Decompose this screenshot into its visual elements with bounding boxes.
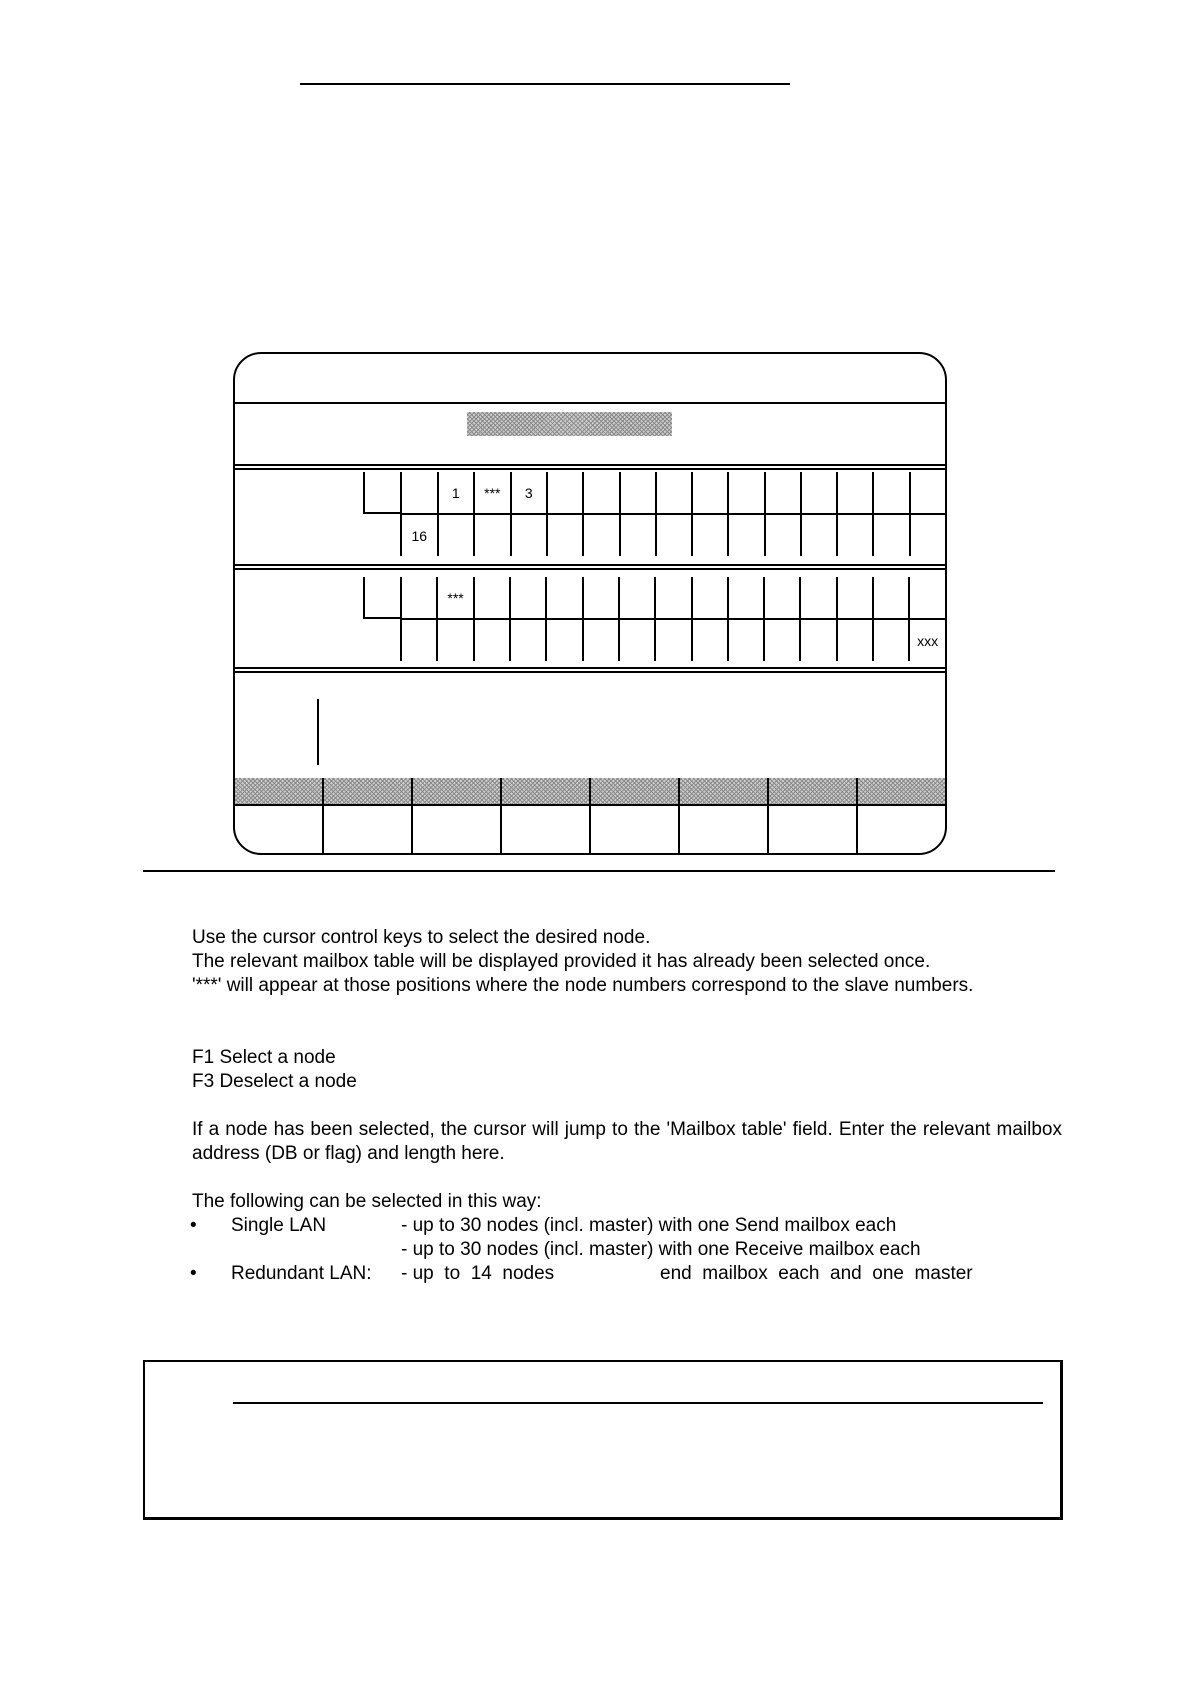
grid-cell[interactable] bbox=[837, 514, 873, 556]
grid-cell[interactable] bbox=[547, 472, 583, 514]
grid-cell[interactable]: *** bbox=[474, 472, 511, 514]
grid-cell[interactable] bbox=[765, 514, 801, 556]
note-rule bbox=[233, 1402, 1043, 1404]
grid-cell[interactable] bbox=[910, 472, 945, 514]
grid-cell[interactable]: 1 bbox=[438, 472, 474, 514]
text-line: The relevant mailbox table will be displayed provided it has already been selected once. bbox=[192, 951, 931, 972]
body-paragraph bbox=[192, 926, 1062, 998]
grid-cell[interactable] bbox=[837, 472, 873, 514]
function-key-label bbox=[858, 804, 945, 855]
grid-cell[interactable] bbox=[800, 577, 836, 619]
grid-cell[interactable] bbox=[619, 619, 655, 661]
bullet: • bbox=[190, 1215, 197, 1236]
input-field-highlight[interactable] bbox=[467, 412, 672, 436]
screen-divider bbox=[235, 667, 945, 673]
grid-cell[interactable] bbox=[728, 577, 764, 619]
table-row bbox=[401, 577, 945, 619]
function-key-bar bbox=[235, 778, 945, 855]
grid-cell[interactable]: 16 bbox=[401, 514, 438, 556]
node-grid bbox=[400, 472, 945, 556]
function-key-label bbox=[324, 804, 411, 855]
grid-cell[interactable] bbox=[619, 577, 655, 619]
grid-cell[interactable] bbox=[401, 619, 437, 661]
grid-cell[interactable]: 3 bbox=[511, 472, 547, 514]
grid-cell[interactable] bbox=[910, 514, 945, 556]
single-lan-receive: - up to 30 nodes (incl. master) with one Receive mailbox each bbox=[401, 1239, 921, 1260]
function-key[interactable] bbox=[500, 778, 589, 855]
function-key-label bbox=[591, 804, 678, 855]
function-key[interactable] bbox=[589, 778, 678, 855]
text-line: Use the cursor control keys to select the desired node. bbox=[192, 927, 651, 948]
text-line: '***' will appear at those positions where the node numbers correspond to the slave numbers. bbox=[192, 975, 974, 996]
grid-cell[interactable] bbox=[438, 514, 474, 556]
grid-cell[interactable] bbox=[656, 472, 692, 514]
grid-cell[interactable]: xxx bbox=[909, 619, 945, 661]
redundant-lan-mailbox: end mailbox each and one master bbox=[660, 1263, 973, 1284]
grid-cell[interactable] bbox=[546, 577, 582, 619]
grid-cell[interactable] bbox=[728, 472, 764, 514]
grid-cell[interactable] bbox=[909, 577, 945, 619]
grid-bracket bbox=[363, 472, 400, 514]
grid-cell[interactable] bbox=[873, 577, 909, 619]
screen-divider bbox=[235, 564, 945, 570]
grid-cell[interactable] bbox=[547, 514, 583, 556]
grid-cell[interactable] bbox=[583, 619, 619, 661]
grid-cell[interactable] bbox=[655, 619, 691, 661]
table-row bbox=[401, 472, 945, 514]
grid-cell[interactable] bbox=[583, 577, 619, 619]
screen-divider bbox=[235, 402, 945, 404]
grid-cell[interactable] bbox=[656, 514, 692, 556]
grid-cell[interactable] bbox=[401, 577, 437, 619]
grid-cell[interactable] bbox=[583, 514, 619, 556]
redundant-lan-label: Redundant LAN: bbox=[231, 1263, 372, 1284]
single-lan-label: Single LAN bbox=[231, 1215, 327, 1236]
function-key[interactable] bbox=[767, 778, 856, 855]
grid-cell[interactable] bbox=[765, 472, 801, 514]
f1-description: F1 Select a node bbox=[192, 1047, 336, 1068]
grid-cell[interactable] bbox=[728, 514, 764, 556]
grid-cell[interactable] bbox=[801, 472, 837, 514]
grid-cell[interactable] bbox=[837, 619, 873, 661]
grid-cell[interactable] bbox=[692, 472, 728, 514]
grid-cell[interactable] bbox=[692, 577, 728, 619]
function-key[interactable] bbox=[856, 778, 945, 855]
grid-cell[interactable] bbox=[546, 619, 582, 661]
function-key[interactable] bbox=[678, 778, 767, 855]
figure-rule bbox=[143, 870, 1055, 872]
function-key-label bbox=[413, 804, 500, 855]
grid-cell[interactable] bbox=[837, 577, 873, 619]
header-rule bbox=[300, 83, 790, 85]
grid-cell[interactable] bbox=[510, 619, 546, 661]
grid-cell[interactable] bbox=[620, 514, 656, 556]
function-key-list bbox=[192, 1046, 1062, 1094]
body-paragraph: The following can be selected in this way: bbox=[192, 1191, 542, 1212]
grid-cell[interactable]: *** bbox=[437, 577, 474, 619]
grid-cell[interactable] bbox=[873, 619, 909, 661]
table-row bbox=[401, 514, 945, 556]
grid-cell[interactable] bbox=[583, 472, 619, 514]
grid-cell[interactable] bbox=[764, 619, 800, 661]
table-row bbox=[401, 619, 945, 661]
redundant-lan-nodes: - up to 14 nodes bbox=[401, 1263, 555, 1284]
grid-cell[interactable] bbox=[800, 619, 836, 661]
message-area-divider bbox=[317, 699, 319, 765]
grid-cell[interactable] bbox=[873, 472, 909, 514]
grid-cell[interactable] bbox=[401, 472, 438, 514]
bullet: • bbox=[190, 1263, 197, 1284]
function-key-label bbox=[680, 804, 767, 855]
mailbox-grid bbox=[400, 577, 945, 661]
function-key[interactable] bbox=[322, 778, 411, 855]
function-key-label bbox=[235, 804, 322, 855]
f3-description: F3 Deselect a node bbox=[192, 1071, 357, 1092]
grid-cell[interactable] bbox=[511, 514, 547, 556]
grid-cell[interactable] bbox=[510, 577, 546, 619]
function-key[interactable] bbox=[411, 778, 500, 855]
grid-cell[interactable] bbox=[873, 514, 909, 556]
function-key-label bbox=[502, 804, 589, 855]
grid-cell[interactable] bbox=[728, 619, 764, 661]
grid-cell[interactable] bbox=[474, 619, 510, 661]
grid-cell[interactable] bbox=[692, 514, 728, 556]
grid-cell[interactable] bbox=[474, 514, 511, 556]
function-key-label bbox=[769, 804, 856, 855]
function-key[interactable] bbox=[235, 778, 322, 855]
grid-cell[interactable] bbox=[692, 619, 728, 661]
note-box bbox=[143, 1360, 1063, 1520]
screen-mockup bbox=[233, 352, 947, 855]
grid-cell[interactable] bbox=[437, 619, 474, 661]
single-lan-send: - up to 30 nodes (incl. master) with one Send mailbox each bbox=[401, 1215, 897, 1236]
grid-bracket bbox=[363, 577, 400, 619]
body-paragraph: If a node has been selected, the cursor will jump to the 'Mailbox table' field. Enter the relevant mailbox address (DB or flag) and length here. bbox=[192, 1119, 1062, 1164]
screen-divider bbox=[235, 464, 945, 470]
grid-cell[interactable] bbox=[474, 577, 510, 619]
grid-cell[interactable] bbox=[764, 577, 800, 619]
grid-cell[interactable] bbox=[620, 472, 656, 514]
grid-cell[interactable] bbox=[801, 514, 837, 556]
grid-cell[interactable] bbox=[655, 577, 691, 619]
